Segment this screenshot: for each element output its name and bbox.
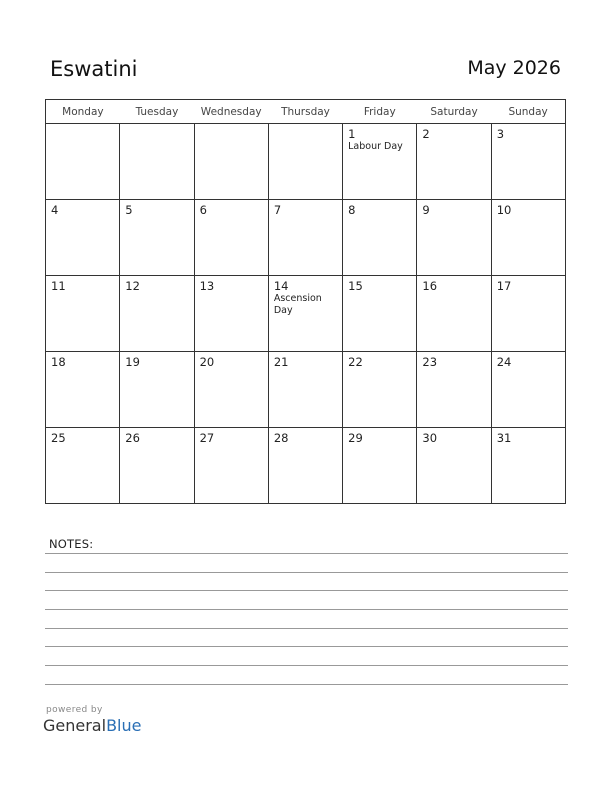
week-row [46,124,566,200]
day-cell-empty [120,124,194,200]
note-line [45,553,568,554]
day-number: 12 [125,279,140,293]
day-cell-19 [120,352,194,428]
country-title: Eswatini [50,57,138,81]
note-line [45,628,568,629]
week-row [46,352,566,428]
day-cell-3 [491,124,565,200]
day-cell-27 [194,428,268,504]
day-number: 30 [422,431,438,445]
day-number: 4 [51,203,59,217]
day-number: 25 [51,431,66,445]
day-cell-31 [491,428,565,504]
day-number: 26 [125,431,140,445]
day-number: 17 [496,279,512,293]
day-number: 15 [348,279,363,293]
day-number: 3 [496,127,505,141]
day-cell-22 [343,352,417,428]
day-number: 14 [273,279,289,293]
day-cell-16 [417,276,491,352]
day-cell-11 [46,276,120,352]
weekday-header-row [46,100,566,124]
note-line [45,572,568,573]
day-cell-1 [343,124,417,200]
day-cell-25 [46,428,120,504]
brand-logo [43,716,141,735]
day-number: 18 [51,355,66,369]
day-cell-5 [120,200,194,276]
day-cell-empty [194,124,268,200]
week-row [46,276,566,352]
week-row [46,200,566,276]
day-cell-empty [268,124,342,200]
day-number: 28 [273,431,289,445]
day-cell-30 [417,428,491,504]
day-number: 10 [496,203,512,217]
day-number: 2 [422,127,430,141]
holiday-label: Ascension Day [273,293,322,316]
notes-label: NOTES: [49,537,94,551]
day-number: 20 [199,355,215,369]
day-number: 29 [348,431,363,445]
day-cell-18 [46,352,120,428]
weekday-sunday: Sunday [491,100,565,124]
day-cell-26 [120,428,194,504]
day-cell-23 [417,352,491,428]
week-row [46,428,566,504]
weekday-thursday: Thursday [268,100,342,124]
weekday-saturday: Saturday [417,100,491,124]
day-cell-4 [46,200,120,276]
brand-part-general: General [43,716,107,735]
holiday-label: Labour Day [348,141,403,152]
day-cell-15 [343,276,417,352]
day-number: 21 [273,355,289,369]
day-cell-empty [46,124,120,200]
note-line [45,609,568,610]
day-cell-9 [417,200,491,276]
day-cell-8 [343,200,417,276]
day-cell-20 [194,352,268,428]
day-number: 23 [422,355,438,369]
day-cell-13 [194,276,268,352]
day-cell-28 [268,428,342,504]
weekday-monday: Monday [46,100,120,124]
note-line [45,684,568,685]
calendar-grid [45,99,566,504]
brand-part-blue: Blue [106,716,142,735]
weekday-friday: Friday [343,100,417,124]
day-number: 7 [273,203,282,217]
month-year-title: May 2026 [467,57,561,79]
day-number: 24 [496,355,512,369]
day-number: 13 [199,279,215,293]
day-cell-2 [417,124,491,200]
day-number: 5 [125,203,133,217]
powered-by-text: powered by [46,705,103,715]
day-number: 16 [422,279,438,293]
day-number: 11 [51,279,66,293]
note-line [45,665,568,666]
day-number: 19 [125,355,140,369]
day-cell-21 [268,352,342,428]
weekday-wednesday: Wednesday [194,100,268,124]
day-cell-14 [268,276,342,352]
day-number: 31 [496,431,512,445]
day-cell-17 [491,276,565,352]
day-number: 6 [199,203,207,217]
day-number: 8 [348,203,356,217]
day-number: 9 [422,203,430,217]
note-line [45,646,568,647]
day-cell-6 [194,200,268,276]
day-number: 1 [348,127,356,141]
day-cell-24 [491,352,565,428]
day-cell-29 [343,428,417,504]
day-cell-7 [268,200,342,276]
note-line [45,590,568,591]
weekday-tuesday: Tuesday [120,100,194,124]
day-number: 27 [199,431,215,445]
day-cell-12 [120,276,194,352]
day-cell-10 [491,200,565,276]
day-number: 22 [348,355,363,369]
